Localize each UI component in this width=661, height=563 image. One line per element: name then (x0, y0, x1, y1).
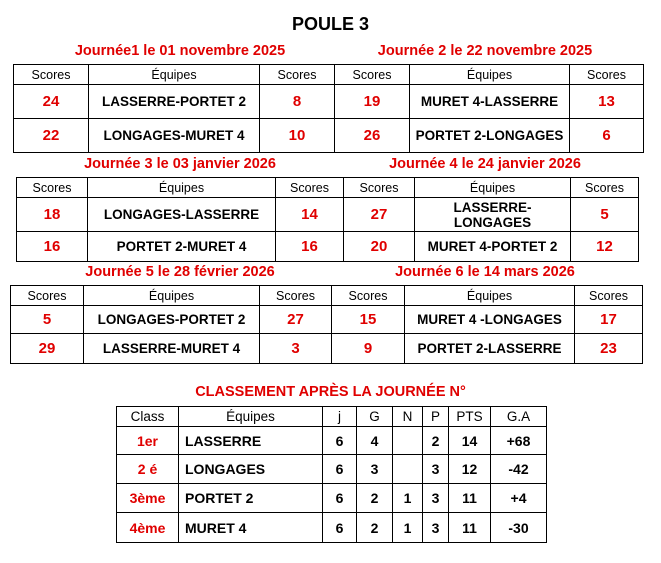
goal-average: +68 (491, 427, 547, 455)
lost: 3 (423, 513, 449, 543)
table-row (117, 484, 547, 513)
draw: 1 (393, 513, 423, 543)
journee-2-heading: Journée 2 le 22 novembre 2025 (377, 43, 593, 59)
journee-6-heading: Journée 6 le 14 mars 2026 (395, 264, 575, 280)
score-left: 20 (344, 232, 415, 262)
match-table-j3-j4 (16, 177, 639, 262)
score-right: 17 (575, 306, 643, 334)
score-left: 19 (335, 85, 410, 119)
score-left: 24 (14, 85, 89, 119)
played: 6 (323, 484, 357, 513)
match-table-j5-j6 (10, 285, 643, 364)
header-scores: Scores (344, 178, 415, 198)
played: 6 (323, 455, 357, 484)
team-name: LASSERRE (179, 427, 323, 455)
score-right: 6 (570, 119, 644, 153)
won: 3 (357, 455, 393, 484)
header-scores: Scores (571, 178, 639, 198)
header-equipes: Équipes (84, 286, 260, 306)
score-left: 22 (14, 119, 89, 153)
col-header-pts: PTS (449, 407, 491, 427)
points: 11 (449, 484, 491, 513)
points: 14 (449, 427, 491, 455)
score-right: 10 (260, 119, 335, 153)
header-scores: Scores (332, 286, 405, 306)
col-header-n: N (393, 407, 423, 427)
match-teams: MURET 4-LASSERRE (410, 85, 570, 119)
header-scores: Scores (14, 65, 89, 85)
score-left: 18 (17, 198, 88, 232)
match-table-j1-j2 (13, 64, 644, 153)
rank: 3ème (117, 484, 179, 513)
score-left: 16 (17, 232, 88, 262)
match-teams: LASSERRE-MURET 4 (84, 334, 260, 364)
col-header-ga: G.A (491, 407, 547, 427)
match-teams: LONGAGES-LASSERRE (88, 198, 276, 232)
col-header-p: P (423, 407, 449, 427)
match-teams: PORTET 2-MURET 4 (88, 232, 276, 262)
rank: 1er (117, 427, 179, 455)
header-equipes: Équipes (89, 65, 260, 85)
team-name: LONGAGES (179, 455, 323, 484)
header-equipes: Équipes (88, 178, 276, 198)
lost: 3 (423, 484, 449, 513)
goal-average: +4 (491, 484, 547, 513)
score-left: 29 (11, 334, 84, 364)
header-scores: Scores (570, 65, 644, 85)
points: 12 (449, 455, 491, 484)
won: 2 (357, 513, 393, 543)
score-right: 5 (571, 198, 639, 232)
table-row (117, 455, 547, 484)
table-row (117, 513, 547, 543)
header-scores: Scores (17, 178, 88, 198)
draw: 1 (393, 484, 423, 513)
match-teams: LASSERRE-PORTET 2 (89, 85, 260, 119)
classement-table (116, 406, 547, 543)
lost: 2 (423, 427, 449, 455)
score-left: 26 (335, 119, 410, 153)
header-scores: Scores (11, 286, 84, 306)
won: 4 (357, 427, 393, 455)
header-scores: Scores (260, 65, 335, 85)
score-right: 13 (570, 85, 644, 119)
score-left: 27 (344, 198, 415, 232)
rank: 4ème (117, 513, 179, 543)
header-equipes: Équipes (405, 286, 575, 306)
score-right: 12 (571, 232, 639, 262)
col-header-class: Class (117, 407, 179, 427)
score-right: 3 (260, 334, 332, 364)
match-teams: LONGAGES-PORTET 2 (84, 306, 260, 334)
match-teams: LASSERRE-LONGAGES (415, 198, 571, 232)
score-right: 8 (260, 85, 335, 119)
score-right: 23 (575, 334, 643, 364)
header-scores: Scores (260, 286, 332, 306)
classement-title: CLASSEMENT APRÈS LA JOURNÉE N° (195, 384, 466, 400)
header-equipes: Équipes (415, 178, 571, 198)
header-equipes: Équipes (410, 65, 570, 85)
page-title: POULE 3 (291, 14, 370, 34)
played: 6 (323, 427, 357, 455)
match-teams: MURET 4 -LONGAGES (405, 306, 575, 334)
match-teams: PORTET 2-LASSERRE (405, 334, 575, 364)
goal-average: -42 (491, 455, 547, 484)
team-name: MURET 4 (179, 513, 323, 543)
played: 6 (323, 513, 357, 543)
score-left: 15 (332, 306, 405, 334)
journee-5-heading: Journée 5 le 28 février 2026 (85, 264, 275, 280)
draw (393, 427, 423, 455)
rank: 2 é (117, 455, 179, 484)
journee-3-heading: Journée 3 le 03 janvier 2026 (84, 156, 276, 172)
col-header-equipes: Équipes (179, 407, 323, 427)
match-teams: MURET 4-PORTET 2 (415, 232, 571, 262)
points: 11 (449, 513, 491, 543)
match-teams: PORTET 2-LONGAGES (410, 119, 570, 153)
won: 2 (357, 484, 393, 513)
journee-4-heading: Journée 4 le 24 janvier 2026 (389, 156, 581, 172)
draw (393, 455, 423, 484)
match-teams: LONGAGES-MURET 4 (89, 119, 260, 153)
header-scores: Scores (276, 178, 344, 198)
journee-1-heading: Journée1 le 01 novembre 2025 (74, 43, 286, 59)
goal-average: -30 (491, 513, 547, 543)
team-name: PORTET 2 (179, 484, 323, 513)
header-scores: Scores (335, 65, 410, 85)
score-right: 14 (276, 198, 344, 232)
col-header-g: G (357, 407, 393, 427)
lost: 3 (423, 455, 449, 484)
score-left: 9 (332, 334, 405, 364)
score-right: 27 (260, 306, 332, 334)
score-left: 5 (11, 306, 84, 334)
header-scores: Scores (575, 286, 643, 306)
col-header-j: j (323, 407, 357, 427)
score-right: 16 (276, 232, 344, 262)
table-row (117, 427, 547, 455)
